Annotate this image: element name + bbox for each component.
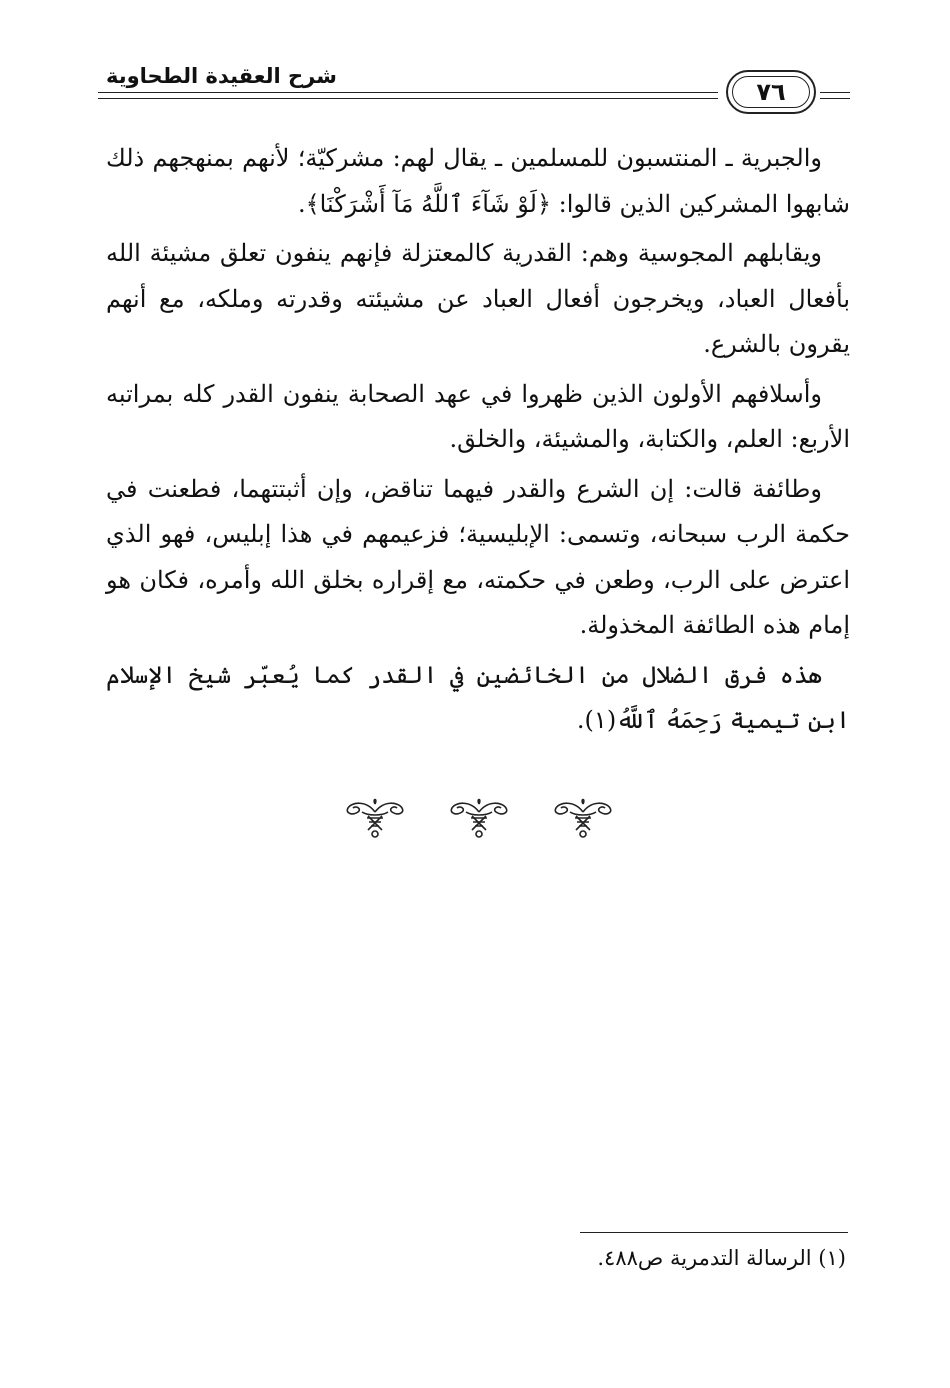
fleuron-ornament-icon <box>550 792 616 840</box>
paragraph: وأسلافهم الأولون الذين ظهروا في عهد الصحابة ينفون القدر كله بمراتبه الأربع: العلم، والكتابة، والمشيئة، والخلق. <box>106 379 850 453</box>
header-rule-short <box>820 92 850 99</box>
fleuron-ornament-icon <box>446 792 512 840</box>
page-number: ٧٦ <box>756 78 786 106</box>
paragraph: والجبرية ـ المنتسبون للمسلمين ـ يقال لهم: مشركيّة؛ لأنهم بمنهجهم ذلك شابهوا المشركين الذين قالوا: ﴿لَوْ شَآءَ ٱللَّهُ مَآ أَشْرَكْنَا﴾. <box>106 144 850 218</box>
body-text <box>106 136 850 748</box>
page-number-frame <box>726 70 816 114</box>
page-header <box>98 64 850 124</box>
footnote-separator <box>580 1232 848 1233</box>
footnote: (١) الرسالة التدمرية ص٤٨٨. <box>597 1246 846 1270</box>
section-end-ornaments <box>342 792 616 842</box>
running-title: شرح العقيدة الطحاوية <box>106 64 337 88</box>
paragraph: وطائفة قالت: إن الشرع والقدر فيهما تناقض، وإن أثبتتهما، فطعنت في حكمة الرب سبحانه، وتسمى: الإبليسية؛ فزعيمهم في هذا إبليس، فهو الذي اعترض على الرب، وطعن في حكمته، مع إقراره بخلق الله وأمره، فكان هو إمام هذه الطائفة المخذولة. <box>106 474 850 639</box>
fleuron-ornament-icon <box>342 792 408 840</box>
paragraph: ويقابلهم المجوسية وهم: القدرية كالمعتزلة فإنهم ينفون تعلق مشيئة الله بأفعال العباد، ويخرجون أفعال العباد عن مشيئته وقدرته وملكه، مع أنهم يقرون بالشرع. <box>106 239 850 358</box>
header-rule <box>98 92 718 99</box>
paragraph: هذه فرق الضلال من الخائضين في القدر كما يُعبّر شيخ الإسلام ابن تيمية رَحِمَهُ ٱللَّهُ(١). <box>106 660 850 734</box>
